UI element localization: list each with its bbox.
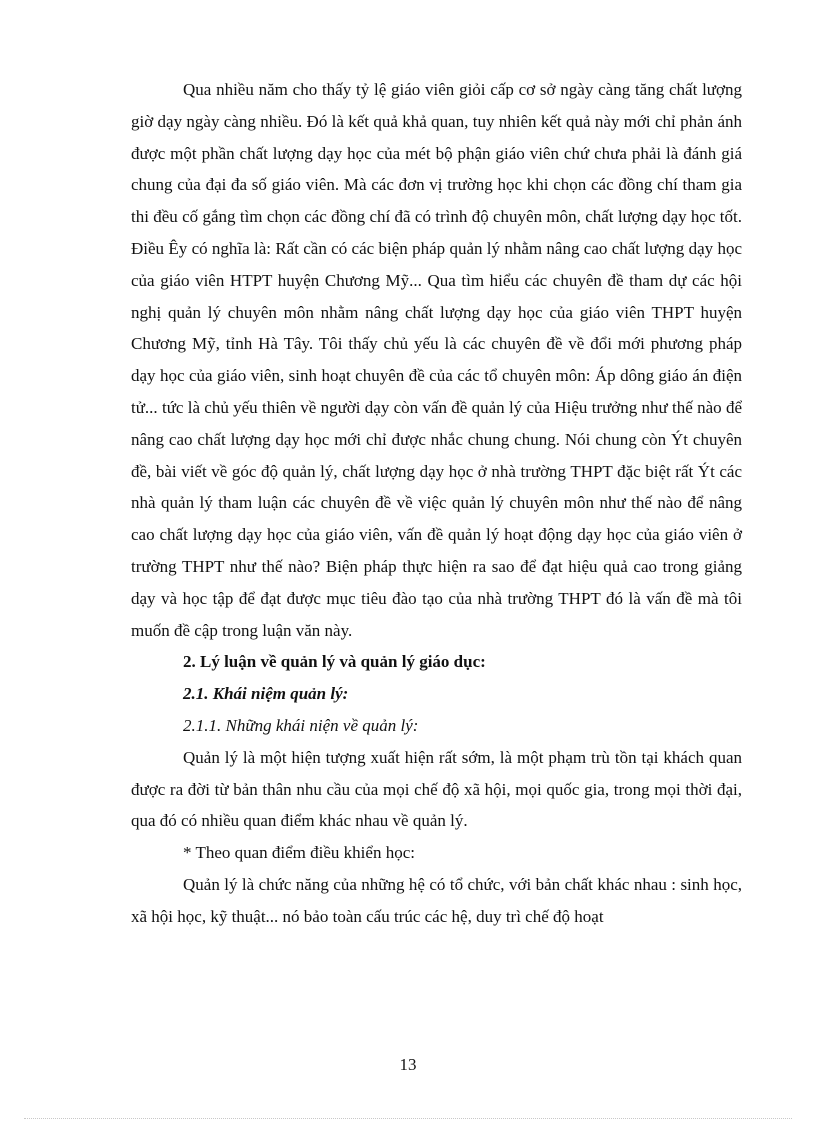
body-paragraph: Qua nhiều năm cho thấy tỷ lệ giáo viên giỏi cấp cơ sở ngày càng tăng chất lượng giờ dạy ngày càng nhiều. Đó là kết quả khả quan, tuy nhiên kết quả này mới chỉ phản ánh được một phần chất lượng dạy học của mét bộ phận giáo viên chứ chưa phải là đánh giá chung của đại đa số giáo viên. Mà các đơn vị trường học khi chọn các đồng chí tham gia thi đều cố gắng tìm chọn các đồng chí đã có trình độ chuyên môn, chất lượng dạy học tốt. Điều Êy có nghĩa là: Rất cần có các biện pháp quản lý nhằm nâng cao chất lượng dạy học của giáo viên HTPT huyện Chương Mỹ... Qua tìm hiểu các chuyên đề tham dự các hội nghị quản lý chuyên môn nhằm nâng chất lượng dạy học của giáo viên THPT huyện Chương Mỹ, tỉnh Hà Tây. Tôi thấy chủ yếu là các chuyên đề về đổi mới phương pháp dạy học của giáo viên, sinh hoạt chuyên đề của các tổ chuyên môn: Áp dông giáo án điện tử... tức là chủ yếu thiên về người dạy còn vấn đề quản lý của Hiệu trưởng như thế nào để nâng cao chất lượng dạy học mới chỉ được nhắc chung chung. Nói chung còn Ýt chuyên đề, bài viết về góc độ quản lý, chất lượng dạy học ở nhà trường THPT đặc biệt rất Ýt các nhà quản lý tham luận các chuyên đề về việc quản lý chuyên môn như thế nào để nâng cao chất lượng dạy học của giáo viên, vấn đề quản lý hoạt động dạy học của giáo viên ở trường THPT như thế nào? Biện pháp thực hiện ra sao để đạt hiệu quả cao trong giảng dạy và học tập để đạt được mục tiêu đào tạo của nhà trường THPT đó là vấn đề mà tôi muốn đề cập trong luận văn này.: [131, 80, 742, 640]
subsection-heading: 2.1. Khái niệm quản lý:: [183, 684, 349, 704]
page-divider: [24, 1118, 792, 1119]
body-paragraph: Quản lý là một hiện tượng xuất hiện rất sớm, là một phạm trù tồn tại khách quan được ra đời từ bản thân nhu cầu của mọi chế độ xã hội, mọi quốc gia, trong mọi thời đại, qua đó có nhiều quan điểm khác nhau về quản lý.: [131, 747, 742, 831]
document-body: [131, 74, 742, 933]
body-paragraph: Quản lý là chức năng của những hệ có tổ chức, với bản chất khác nhau : sinh học, xã hội học, kỹ thuật... nó bảo toàn cấu trúc các hệ, duy trì chế độ hoạt: [131, 874, 742, 926]
viewpoint-label: * Theo quan điểm điều khiển học:: [183, 843, 415, 863]
subsubsection-heading: 2.1.1. Những khái niện về quản lý:: [183, 715, 419, 735]
section-heading: 2. Lý luận về quản lý và quản lý giáo dục:: [183, 652, 486, 672]
page-number: 13: [399, 1055, 417, 1074]
